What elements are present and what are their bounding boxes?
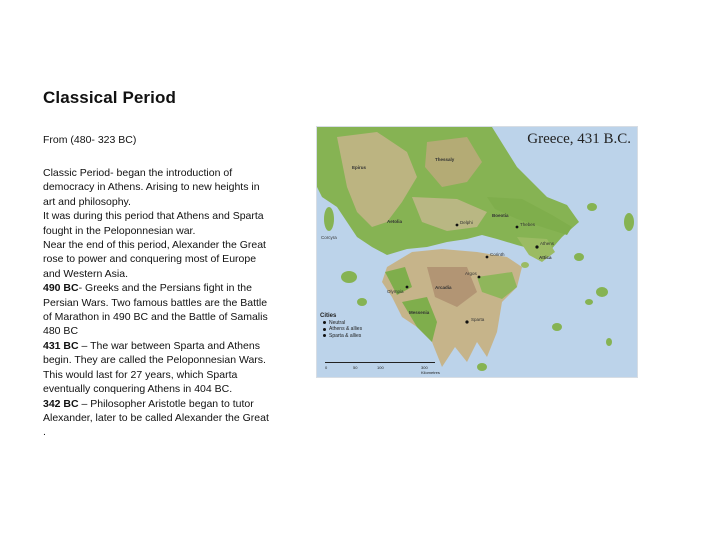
scale-label-300: 300 Kilometres [421, 365, 440, 375]
island-kefalonia [341, 271, 357, 283]
city-dot-thebes [516, 226, 519, 229]
place-athens: Athens [540, 241, 555, 246]
greece-map-image [316, 126, 638, 378]
slide-subtitle: From (480- 323 BC) [43, 134, 137, 146]
island-melos [552, 323, 562, 331]
island-aegina [521, 262, 529, 268]
legend-label-sparta: Sparta & allies [329, 332, 362, 339]
island-paros [585, 299, 593, 305]
city-dot-argos [478, 276, 481, 279]
place-olympia: Olympia [387, 289, 404, 294]
city-dot-corinth [486, 256, 489, 259]
legend-title: Cities [320, 313, 337, 319]
city-dot-athens [535, 245, 538, 248]
paragraph-342bc [43, 397, 273, 440]
land-peloponnese [382, 249, 522, 367]
city-dot-olympia [406, 286, 409, 289]
place-arcadia: Arcadia [435, 285, 452, 290]
legend-label-athens: Athens & allies [329, 326, 363, 332]
place-delphi: Delphi [460, 220, 473, 225]
place-messenia: Messenia [409, 310, 430, 315]
place-boeotia: Boeotia [492, 213, 509, 218]
island-naxos [596, 287, 608, 297]
island-corcyra [324, 207, 334, 231]
legend-row-sparta [320, 333, 362, 340]
scale-label-100: 100 [377, 365, 384, 370]
text-342bc: – Philosopher Aristotle began to tutor Alexander, later to be called Alexander the Great . [43, 397, 269, 439]
island-skyros [587, 203, 597, 211]
text-classic-period: - began the introduction of democracy in Athens. Arising to new heights in art and philosophy. [43, 167, 260, 208]
city-dot-sparta [465, 320, 468, 323]
island-zakynthos [357, 298, 367, 306]
paragraph-classic-period [43, 166, 273, 209]
place-attica: Attica [539, 255, 552, 260]
city-dot-delphi [456, 224, 459, 227]
map-title: Greece, 431 B.C. [527, 131, 631, 147]
paragraph-peloponnesian: It was during this period that Athens and Sparta fought in the Peloponnesian war. [43, 210, 264, 237]
term-342bc: 342 BC [43, 397, 79, 410]
paragraph-alexander: Near the end of this period, Alexander the Great rose to power and conquering most of Europe and Western Asia. [43, 239, 266, 280]
place-corcyra: Corcyra [321, 235, 337, 240]
paragraph-490bc [43, 281, 273, 339]
map-legend [320, 313, 362, 339]
paragraph-431bc [43, 339, 273, 397]
term-431bc: 431 BC [43, 339, 79, 352]
place-aetolia: Aetolia [387, 219, 403, 224]
island-andros [574, 253, 584, 261]
legend-dot-icon [323, 328, 326, 331]
island-thera [606, 338, 612, 346]
place-epirus: Epirus [352, 165, 367, 170]
place-thessaly: Thessaly [435, 157, 455, 162]
island-kythera [477, 363, 487, 371]
legend-dot-icon [323, 321, 326, 324]
legend-dot-icon [323, 334, 326, 337]
text-431bc: – The war between Sparta and Athens begin. They are called the Peloponnesian Wars. This would last for 27 years, which Sparta eventually conquering Athens in 404 BC. [43, 339, 266, 396]
term-490bc: 490 BC [43, 282, 79, 295]
place-argos: Argos [465, 271, 477, 276]
text-490bc: - Greeks and the Persians fight in the Persian Wars. Two famous battles are the Battle of Marathon in 490 BC and the Battle of Samalis 480 BC [43, 282, 268, 338]
place-thebes: Thebes [520, 222, 536, 227]
map-scale-bar [325, 362, 445, 375]
term-classic-period: Classic Period [43, 167, 111, 179]
scale-label-50: 50 [353, 365, 358, 370]
place-sparta: Sparta [471, 317, 485, 322]
island-chios [624, 213, 634, 231]
body-text [43, 166, 273, 440]
scale-label-0: 0 [325, 365, 328, 370]
slide-title: Classical Period [43, 88, 176, 107]
legend-label-neutral: Neutral [329, 319, 346, 326]
place-corinth: Corinth [490, 252, 505, 257]
